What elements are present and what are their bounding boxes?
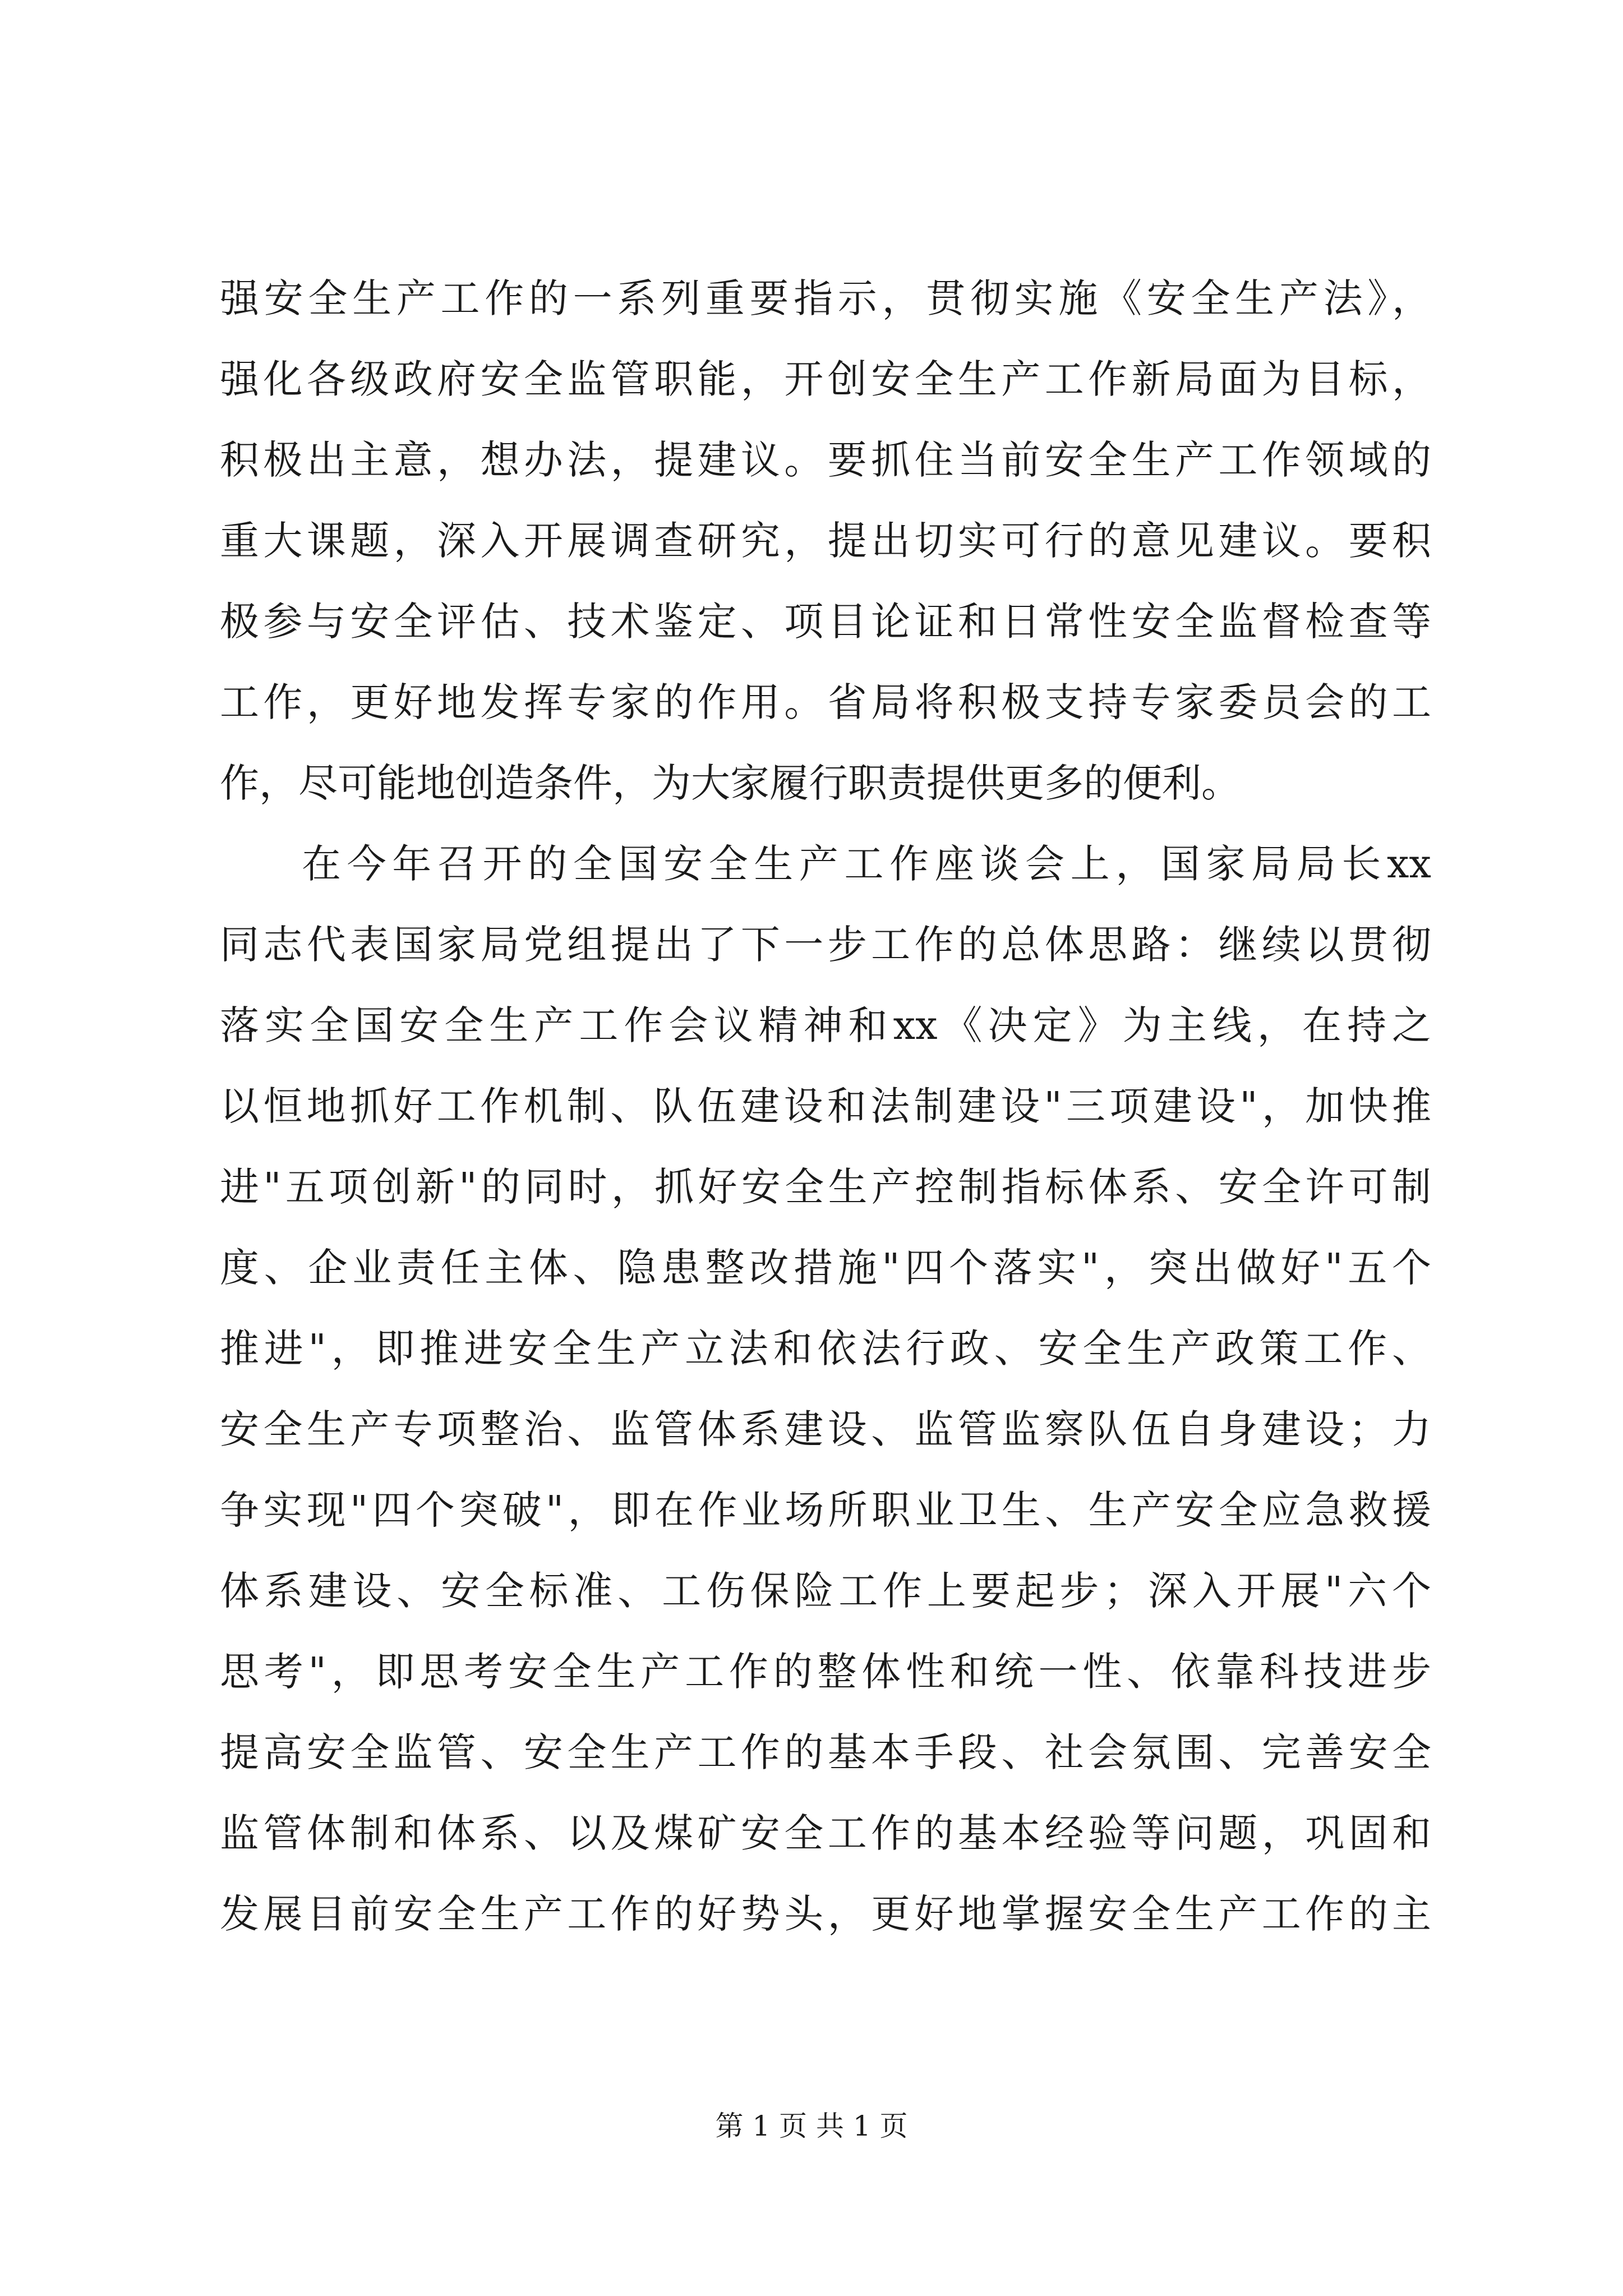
body-text [220, 258, 1431, 1954]
text-line: 度、企业责任主体、隐患整改措施"四个落实"，突出做好"五个 [220, 1245, 1431, 1291]
text-line: 推进"，即推进安全生产立法和依法行政、安全生产政策工作、 [220, 1326, 1431, 1372]
text-line: 作，尽可能地创造条件，为大家履行职责提供更多的便利。 [220, 760, 1241, 806]
text-line: 强化各级政府安全监管职能，开创安全生产工作新局面为目标， [220, 356, 1431, 402]
page-footer: 第 1 页 共 1 页 [715, 2110, 908, 2142]
text-line: 进"五项创新"的同时，抓好安全生产控制指标体系、安全许可制 [220, 1164, 1431, 1210]
text-line: 体系建设、安全标准、工伤保险工作上要起步；深入开展"六个 [220, 1568, 1431, 1614]
text-line: 以恒地抓好工作机制、队伍建设和法制建设"三项建设"，加快推 [220, 1083, 1431, 1129]
text-line: 思考"，即思考安全生产工作的整体性和统一性、依靠科技进步 [220, 1649, 1431, 1695]
text-line: 积极出主意，想办法，提建议。要抓住当前安全生产工作领域的 [220, 437, 1431, 483]
text-line: 重大课题，深入开展调查研究，提出切实可行的意见建议。要积 [220, 518, 1431, 564]
text-line: 提高安全监管、安全生产工作的基本手段、社会氛围、完善安全 [220, 1729, 1431, 1775]
text-line: 工作，更好地发挥专家的作用。省局将积极支持专家委员会的工 [220, 679, 1431, 725]
text-line: 监管体制和体系、以及煤矿安全工作的基本经验等问题，巩固和 [220, 1810, 1431, 1856]
text-line: 安全生产专项整治、监管体系建设、监管监察队伍自身建设；力 [220, 1406, 1431, 1452]
text-line: 争实现"四个突破"，即在作业场所职业卫生、生产安全应急救援 [220, 1487, 1431, 1533]
text-line: 强安全生产工作的一系列重要指示，贯彻实施《安全生产法》， [220, 275, 1431, 321]
text-line: 发展目前安全生产工作的好势头，更好地掌握安全生产工作的主 [220, 1891, 1431, 1937]
text-line: 同志代表国家局党组提出了下一步工作的总体思路：继续以贯彻 [220, 922, 1431, 968]
text-line: 落实全国安全生产工作会议精神和xx《决定》为主线，在持之 [220, 1002, 1431, 1048]
paragraph-first-line: 在今年召开的全国安全生产工作座谈会上，国家局局长xx [302, 841, 1431, 887]
text-line: 极参与安全评估、技术鉴定、项目论证和日常性安全监督检查等 [220, 599, 1431, 645]
